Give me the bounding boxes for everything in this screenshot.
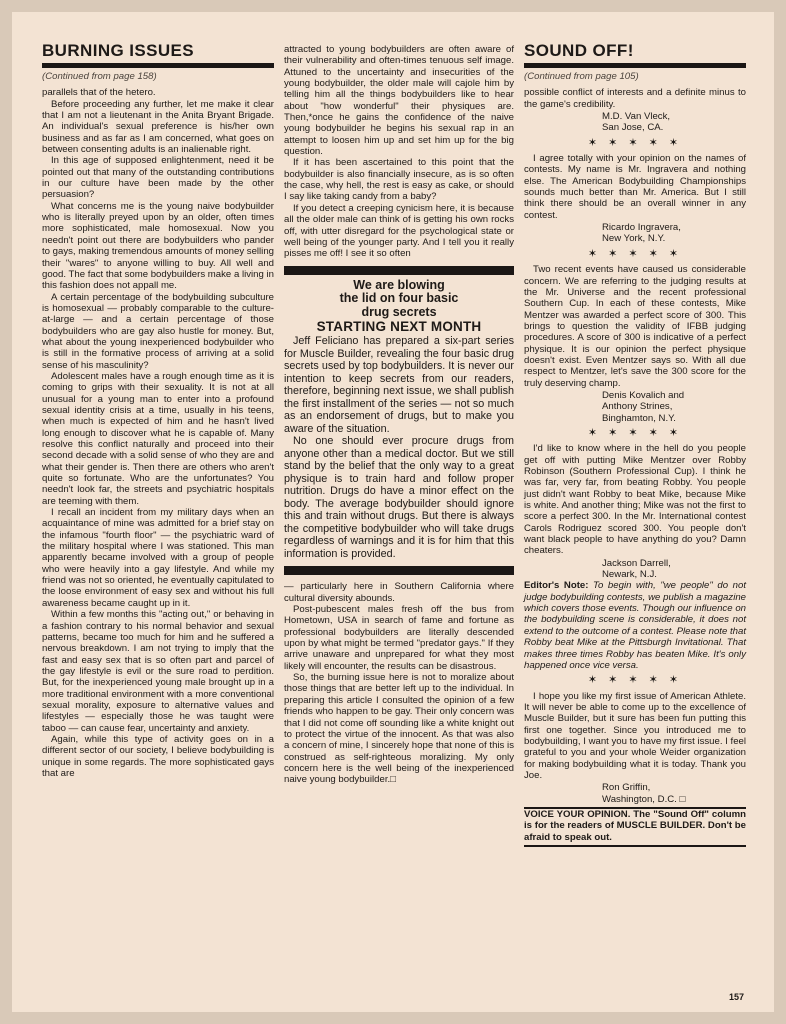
signature-line: Binghamton, N.Y. (602, 412, 676, 424)
title-rule (42, 63, 274, 68)
announcement-top-bar (284, 266, 514, 275)
signature (602, 782, 746, 805)
announcement-title-line: drug secrets (361, 304, 437, 319)
paragraph: A certain percentage of the bodybuilding subculture is homosexual — probably comparable to the culture-at-large — and a certain percentage of those bodybuilders who are gay also hustle for money. But, what about the young inexperienced bodybuilder who is still in the formative process of arriving at a solid sense of his masculinity? (42, 291, 274, 371)
letter: I agree totally with your opinion on the names of contests. My name is Mr. Ingravera and nothing else. The American Bodybuilding Championships sounds much better than Mr. America. But I still think there should be an overall winner in any contest. (524, 153, 746, 221)
paragraph: parallels that of the hetero. (42, 87, 156, 99)
page-number: 157 (728, 992, 744, 1002)
letter: Two recent events have caused us considerable concern. We are referring to the judging results at the Mr. Universe and the recent professional Southern Cup. In each of these contests, Mike Mentzer was awarded a perfect score of 300. This brings to question the validity of IFBB judging procedures. A score of 300 is indicative of a perfect physique. It is our opinion the perfect physique doesn't exist. Even Mentzer says so. With all due respect to Mentzer, let's save the 300 score for the truly deserving champ. (524, 264, 746, 389)
signature-line: Washington, D.C. □ (602, 793, 686, 805)
burning-issues-column (42, 42, 274, 779)
continued-note: (Continued from page 158) (42, 71, 157, 82)
signature (602, 390, 746, 424)
signature (602, 222, 746, 245)
paragraph: Jeff Feliciano has prepared a six-part series for Muscle Builder, revealing the four basic drug secrets used by top bodybuilders. It is never our intention to keep secrets from our readers, therefore, beginning next issue, we shall publish the first installment of the series — not so much as an endorsement of drugs, but to make you aware of the situation. (284, 335, 514, 435)
signature-line: New York, N.Y. (602, 233, 666, 245)
drug-secrets-announcement (284, 266, 514, 576)
paragraph: If it has been ascertained to this point that the bodybuilder is also financially insecure, as is so often the case, why hell, the rest is easy as cake, or should I say like taking candy from a baby? (284, 157, 514, 203)
sound-off-title: SOUND OFF! (524, 41, 634, 60)
star-divider: ✶ ✶ ✶ ✶ ✶ (587, 247, 683, 260)
signature-line: Ron Griffin, (602, 782, 651, 794)
paragraph: If you detect a creeping cynicism here, it is because all the older male can think of is getting his own rocks off, with utter disregard for the psychological state or well being of the younger party. And I tell you it really pisses me off! I see it so often (284, 202, 514, 260)
title-rule (524, 63, 746, 68)
announcement-bottom-bar (284, 566, 514, 575)
paragraph: I recall an incident from my military days when an acquaintance of mine was admitted for a brief stay on the infamous "fourth floor" — the psychiatric ward of the military hospital where I was stationed. This man apparently became involved with a group of people who were heavily into a gay lifestyle. And while my friend was not so oriented, he eventually capitulated to the loose environment of easy sex and without his full awareness became caught up in it. (42, 507, 274, 609)
paragraph: What concerns me is the young naive bodybuilder who is literally preyed upon by an older, often times more sophisticated, male homosexual. Now you needn't point out there are bodybuilders who pander to gays, making tremendous amounts of money selling their "wares" to anyone willing to buy. All well and good. The fact that some bodybuilders make a living in this fashion does not appall me. (42, 200, 274, 292)
paragraph: Within a few months this "acting out," or behaving in a fashion contrary to his normal behavior and sexual patterns, became too much for him and he suffered a nervous breakdown. I am not trying to imply that the fast and easy sex that is so often part and parcel of the gay lifestyle is evil or the sure road to perdition. But, for the inexperienced young male brought up in a more traditional environment with a more conventional sexual morality, exposure to alternative values and lifestyles — especially those he was taught were taboo — can cause fear, uncertainty and anxiety. (42, 609, 274, 734)
announcement-body (284, 335, 514, 560)
continued-note: (Continued from page 105) (524, 71, 639, 82)
paragraph: Again, while this type of activity goes on in a different sector of our society, I believe bodybuilding is unique in some regards. The more sophisticated gays that are (42, 733, 274, 779)
editors-note-label: Editor's Note: (524, 580, 589, 592)
announcement-title (284, 279, 514, 320)
editors-note-text: To begin with, "we people" do not judge bodybuilding contests, we publish a magazine which covers those events. Though our influence on the bodybuilding scene is considerable, it does not extend to the outcome of a contest. Please note that Robby beat Mike at the Pittsburgh Invitational. That makes three times Robby has beaten Mike. It's only happened once vice versa. (524, 580, 746, 671)
letter: I'd like to know where in the hell do you people get off with putting Mike Mentzer over Robby Robinson (Southern Professional Cup). I think he was far, very far, from beating Robby. You people just didn't want Robby to beat Mike, because Mike is white. And another thing; Mike was not the first to score a perfect 300. In the Mr. International contest Carols Rodriguez scored 300. You people don't want black people to have anything do you? Damn cheaters. (524, 443, 746, 557)
magazine-page (12, 12, 774, 1012)
signature-line: Newark, N.J. (602, 569, 657, 581)
voice-your-opinion: VOICE YOUR OPINION. The "Sound Off" column is for the readers of MUSCLE BUILDER. Don't be afraid to speak out. (524, 808, 746, 843)
burning-issues-title: BURNING ISSUES (42, 41, 195, 60)
announcement-subtitle: STARTING NEXT MONTH (316, 319, 482, 335)
announcement-title-line: the lid on four basic (339, 291, 459, 306)
star-divider: ✶ ✶ ✶ ✶ ✶ (587, 674, 683, 687)
signature (602, 558, 746, 581)
announcement-title-line: We are blowing (353, 277, 445, 292)
sound-off-column (524, 42, 746, 847)
paragraph: attracted to young bodybuilders are often aware of their vulnerability and often-times tenuous self image. Attuned to the uncertainty and insecurities of the young bodybuilder, the older male will cajole him by telling him all the things bodybuilders like to hear about "how wonderful" their physiques are. Then,*once he gains the confidence of the naive young bodybuilder he begins his sexual rap in an attempt to loosen him up and set him up for the big question. (284, 44, 514, 158)
paragraph: Post-pubescent males fresh off the bus from Hometown, USA in search of fame and fortune as professional bodybuilders are literally descended upon by what might be termed "predator gays." If they arrive unaware and unprepared for what they most likely will encounter, the results can be disastrous. (284, 604, 514, 672)
signature (602, 111, 746, 134)
signature-line: Denis Kovalich and (602, 389, 685, 401)
signature-line: Jackson Darrell, (602, 557, 671, 569)
letter: I hope you like my first issue of American Athlete. It will never be able to come up to the excellence of Muscle Builder, but it sure has been fun putting this first one together. Since you introduced me to bodybuilding, I want you to have my first issue. I feel grateful to you and your whole Weider organization for making bodybuilding what it is today. Thank you Joe. (524, 690, 746, 781)
star-divider: ✶ ✶ ✶ ✶ ✶ (587, 136, 683, 149)
paragraph: So, the burning issue here is not to moralize about those things that are better left up to the individual. In preparing this article I consulted the opinion of a few friends who happen to be gay. Their only concern was that I did not come off sounding like a white knight out to protect the virtue of the innocent. As that was also a concern of mine, I sincerely hope that none of this is construed as self-righteous moralizing. My only concern here is the well being of the inexperienced naive young bodybuilder.□ (284, 672, 514, 786)
paragraph: In this age of supposed enlightenment, need it be pointed out that many of the outstanding contributions in our culture have been made by the other persuasion? (42, 155, 274, 201)
paragraph: No one should ever procure drugs from anyone other than a medical doctor. But we still stand by the belief that the only way to a great physique is to train hard and follow proper nutrition. Drugs do have a minor effect on the body. The average bodybuilder should ignore this and train without drugs. But there is always the competitive bodybuilder who will take drugs regardless of warnings and it is for him that this information is provided. (284, 435, 514, 560)
letter: possible conflict of interests and a definite minus to the game's credibility. (524, 87, 746, 110)
signature-line: M.D. Van Vleck, (602, 111, 671, 123)
paragraph: Adolescent males have a rough enough time as it is coming to grips with their sexuality. It is not at all unusual for a young man to enter into a profound sexual identity crisis at a time, usually in his teens, when much is expected of him and he hasn't lived long enough to discover what he is capable of. Many resolve this conflict naturally and proceed into their second decade with a solid sense of who they are and what their gender is. Then there are others who aren't quite so fortunate. Who are the unfortunates? You needn't look far, the streets and psychiatric hospitals are teeming with them. (42, 370, 274, 507)
editors-note (524, 580, 746, 671)
star-divider: ✶ ✶ ✶ ✶ ✶ (587, 426, 683, 439)
signature-line: Anthony Strines, (602, 401, 673, 413)
voice-rule (524, 845, 746, 847)
paragraph: Before proceeding any further, let me make it clear that I am not a lieutenant in the Anita Bryant Brigade. An individual's sexual preference is his/her own business and as far as I am concerned, what goes on between consenting adults is an inalienable right. (42, 98, 274, 156)
signature-line: Ricardo Ingravera, (602, 222, 681, 234)
paragraph: — particularly here in Southern California where cultural diversity abounds. (284, 581, 514, 604)
signature-line: San Jose, CA. (602, 122, 664, 134)
burning-issues-continued-column (284, 44, 514, 786)
